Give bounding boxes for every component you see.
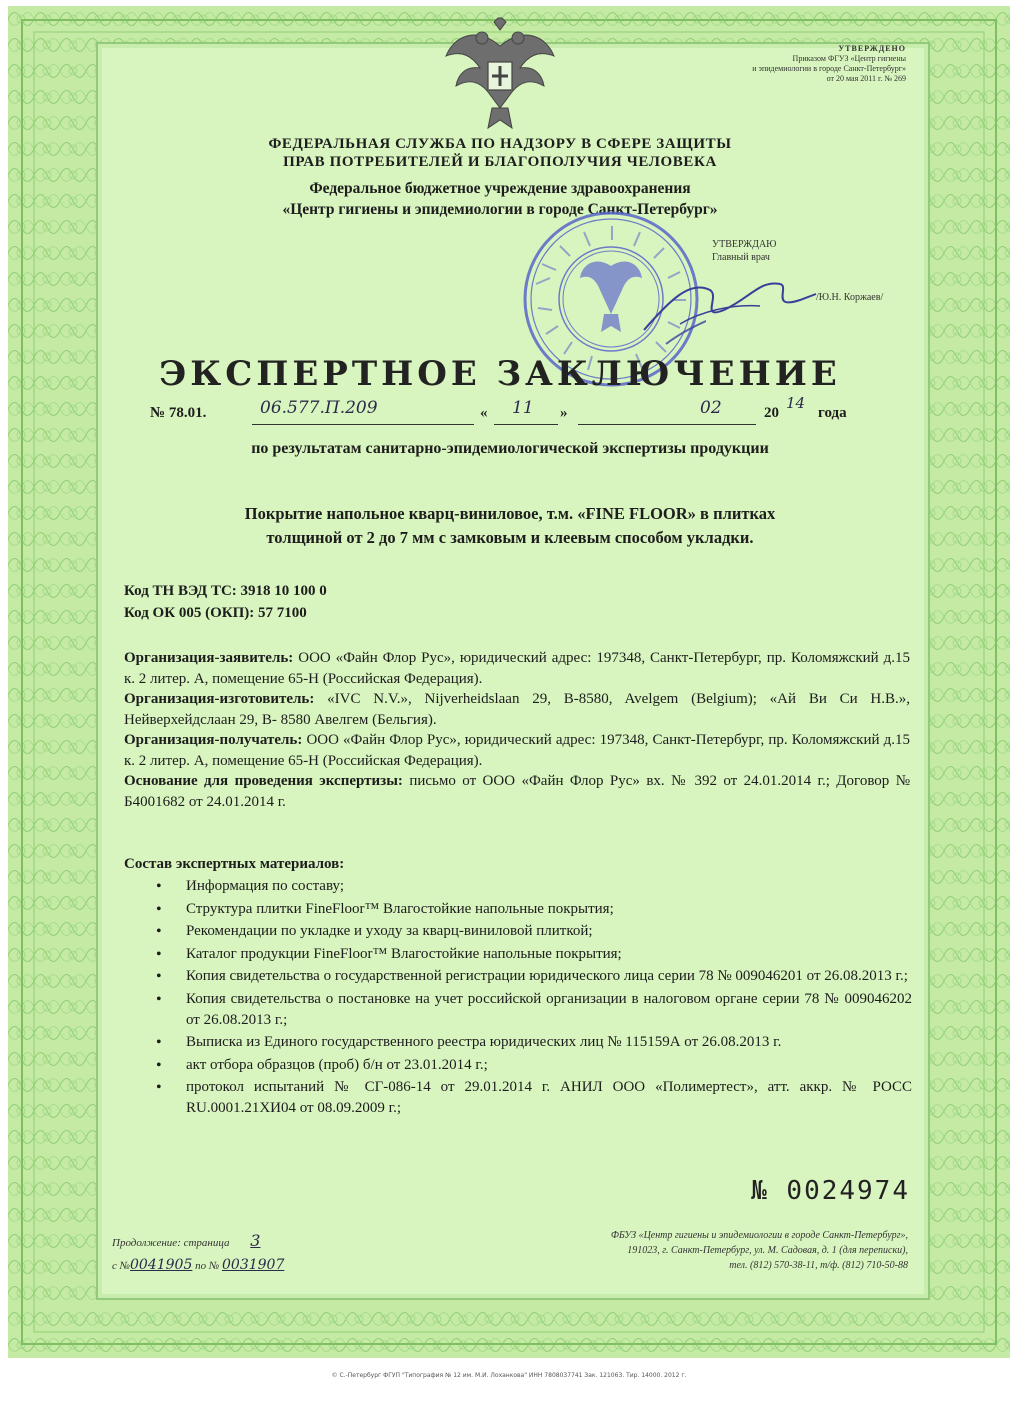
footer-org-line-1: ФБУЗ «Центр гигиены и эпидемиологии в городе Санкт-Петербург»,	[610, 1230, 908, 1241]
certificate-serial-number: № 0024974	[751, 1176, 910, 1206]
continuation-range-line	[112, 1254, 284, 1277]
materials-item: • Информация по составу;	[150, 876, 912, 897]
agency-line-1: ФЕДЕРАЛЬНАЯ СЛУЖБА ПО НАДЗОРУ В СФЕРЕ ЗАЩИТЫ	[268, 136, 732, 152]
conclusion-number-line	[150, 405, 206, 422]
recipient-text: ООО «Файн Флор Рус», юридический адрес: 197348, Санкт-Петербург, пр. Коломяжский д.15 к. 2 литер. А, помещение 65-Н (Российская Федерация).	[124, 732, 910, 769]
continuation-to: 0031907	[222, 1257, 285, 1273]
continuation-from-prefix: с №	[112, 1260, 131, 1272]
product-description	[130, 502, 890, 550]
materials-item: • Каталог продукции FineFloor™ Влагостойкие напольные покрытия;	[150, 944, 912, 965]
materials-item: • Структура плитки FineFloor™ Влагостойкие напольные покрытия;	[150, 899, 912, 920]
day-close-quote: »	[560, 405, 568, 421]
handwritten-number: 06.577.П.209	[260, 398, 378, 418]
institution-line-2: «Центр гигиены и эпидемиологии в городе Санкт-Петербург»	[282, 201, 718, 218]
day-underline	[494, 424, 558, 425]
footer-org-line-3: тел. (812) 570-38-11, т/ф. (812) 710-50-88	[729, 1260, 908, 1271]
agency-line-2: ПРАВ ПОТРЕБИТЕЛЕЙ И БЛАГОПОЛУЧИЯ ЧЕЛОВЕКА	[283, 154, 717, 170]
manufacturer-paragraph	[124, 689, 910, 730]
recipient-label: Организация-получатель:	[124, 732, 303, 748]
handwritten-year: 14	[786, 394, 806, 412]
recipient-paragraph	[124, 730, 910, 771]
number-underline	[252, 424, 474, 425]
year-prefix: 20	[764, 405, 779, 421]
signatory-name: /Ю.Н. Коржаев/	[816, 292, 884, 303]
basis-text: письмо от ООО «Файн Флор Рус» вх. № 392 от 24.01.2014 г.; Договор № Б4001682 от 24.01.2014 г.	[124, 773, 911, 810]
product-line-1: Покрытие напольное кварц-виниловое, т.м. «FINE FLOOR» в плитках	[244, 504, 776, 523]
materials-item: • протокол испытаний № СГ-086-14 от 29.01.2014 г. АНИЛ ООО «Полимертест», атт. аккр. № РОСС RU.0001.21ХИ04 от 08.09.2009 г.;	[150, 1077, 912, 1119]
confirm-block	[712, 238, 776, 264]
handwritten-day: 11	[512, 398, 534, 418]
tnved-code: Код ТН ВЭД ТС: 3918 10 100 0	[124, 583, 327, 599]
day-open-quote: «	[480, 405, 488, 421]
printer-imprint: © С.-Петербург ФГУП "Типография № 12 им. М.И. Лоханкова" ИНН 7808037741 Зак. 121063. Тир. 14000. 2012 г.	[331, 1372, 687, 1379]
approved-by-order-block	[752, 44, 906, 84]
institution-line-1: Федеральное бюджетное учреждение здравоохранения	[309, 180, 691, 197]
year-word: года	[818, 405, 847, 421]
basis-paragraph	[124, 771, 910, 812]
applicant-label: Организация-заявитель:	[124, 650, 294, 666]
approved-line-1: Приказом ФГУЗ «Центр гигиены	[792, 54, 906, 63]
number-prefix: № 78.01.	[150, 405, 207, 421]
continuation-from: 0041905	[130, 1257, 193, 1273]
continuation-to-prefix: по №	[195, 1260, 220, 1272]
handwritten-month: 02	[700, 398, 722, 418]
materials-item: • акт отбора образцов (проб) б/н от 23.01.2014 г.;	[150, 1055, 912, 1076]
continuation-block	[112, 1230, 284, 1277]
materials-title: Состав экспертных материалов:	[124, 856, 345, 872]
continuation-label: Продолжение: страница	[112, 1237, 230, 1249]
footer-org-line-2: 191023, г. Санкт-Петербург, ул. М. Садовая, д. 1 (для переписки),	[627, 1245, 908, 1256]
month-underline	[578, 424, 756, 425]
approved-line-2: и эпидемиологии в городе Санкт-Петербург»	[752, 64, 906, 73]
manufacturer-text: «IVC N.V.», Nijverheidslaan 29, B-8580, Avelgem (Belgium); «Ай Ви Си Н.В.», Нейверхейдслаан 29, В- 8580 Авелгем (Бельгия).	[124, 691, 911, 728]
organizations-section	[124, 648, 910, 812]
okp-code: Код ОК 005 (ОКП): 57 7100	[124, 605, 307, 621]
continuation-page-line	[112, 1230, 284, 1254]
double-headed-eagle-emblem	[436, 16, 564, 136]
applicant-paragraph	[124, 648, 910, 689]
continuation-page: 3	[250, 1231, 261, 1250]
basis-label: Основание для проведения экспертизы:	[124, 773, 403, 789]
materials-item: • Выписка из Единого государственного реестра юридических лиц № 115159А от 26.08.2013 г.	[150, 1032, 912, 1053]
issuing-organization-footer	[488, 1228, 908, 1273]
materials-item: • Рекомендации по укладке и уходу за кварц-виниловой плиткой;	[150, 921, 912, 942]
document-subtitle: по результатам санитарно-эпидемиологической экспертизы продукции	[251, 440, 769, 457]
approved-title: УТВЕРЖДЕНО	[838, 44, 906, 53]
confirm-label: УТВЕРЖДАЮ	[712, 239, 777, 250]
confirm-role: Главный врач	[712, 252, 770, 263]
materials-item: • Копия свидетельства о государственной регистрации юридического лица серии 78 № 009046201 от 26.08.2013 г.;	[150, 966, 912, 987]
approved-line-3: от 20 мая 2011 г. № 269	[826, 74, 906, 83]
materials-list	[150, 876, 912, 1121]
product-line-2: толщиной от 2 до 7 мм с замковым и клеевым способом укладки.	[266, 528, 754, 547]
manufacturer-label: Организация-изготовитель:	[124, 691, 315, 707]
document-title: ЭКСПЕРТНОЕ ЗАКЛЮЧЕНИЕ	[159, 354, 841, 394]
applicant-text: ООО «Файн Флор Рус», юридический адрес: 197348, Санкт-Петербург, пр. Коломяжский д.15 к. 2 литер. А, помещение 65-Н (Российская Федерация).	[124, 650, 910, 687]
product-codes	[124, 580, 327, 624]
handwritten-signature	[640, 260, 820, 340]
materials-item: • Копия свидетельства о постановке на учет российской организации в налоговом органе серии 78 № 009046202 от 26.08.2013 г.;	[150, 989, 912, 1031]
